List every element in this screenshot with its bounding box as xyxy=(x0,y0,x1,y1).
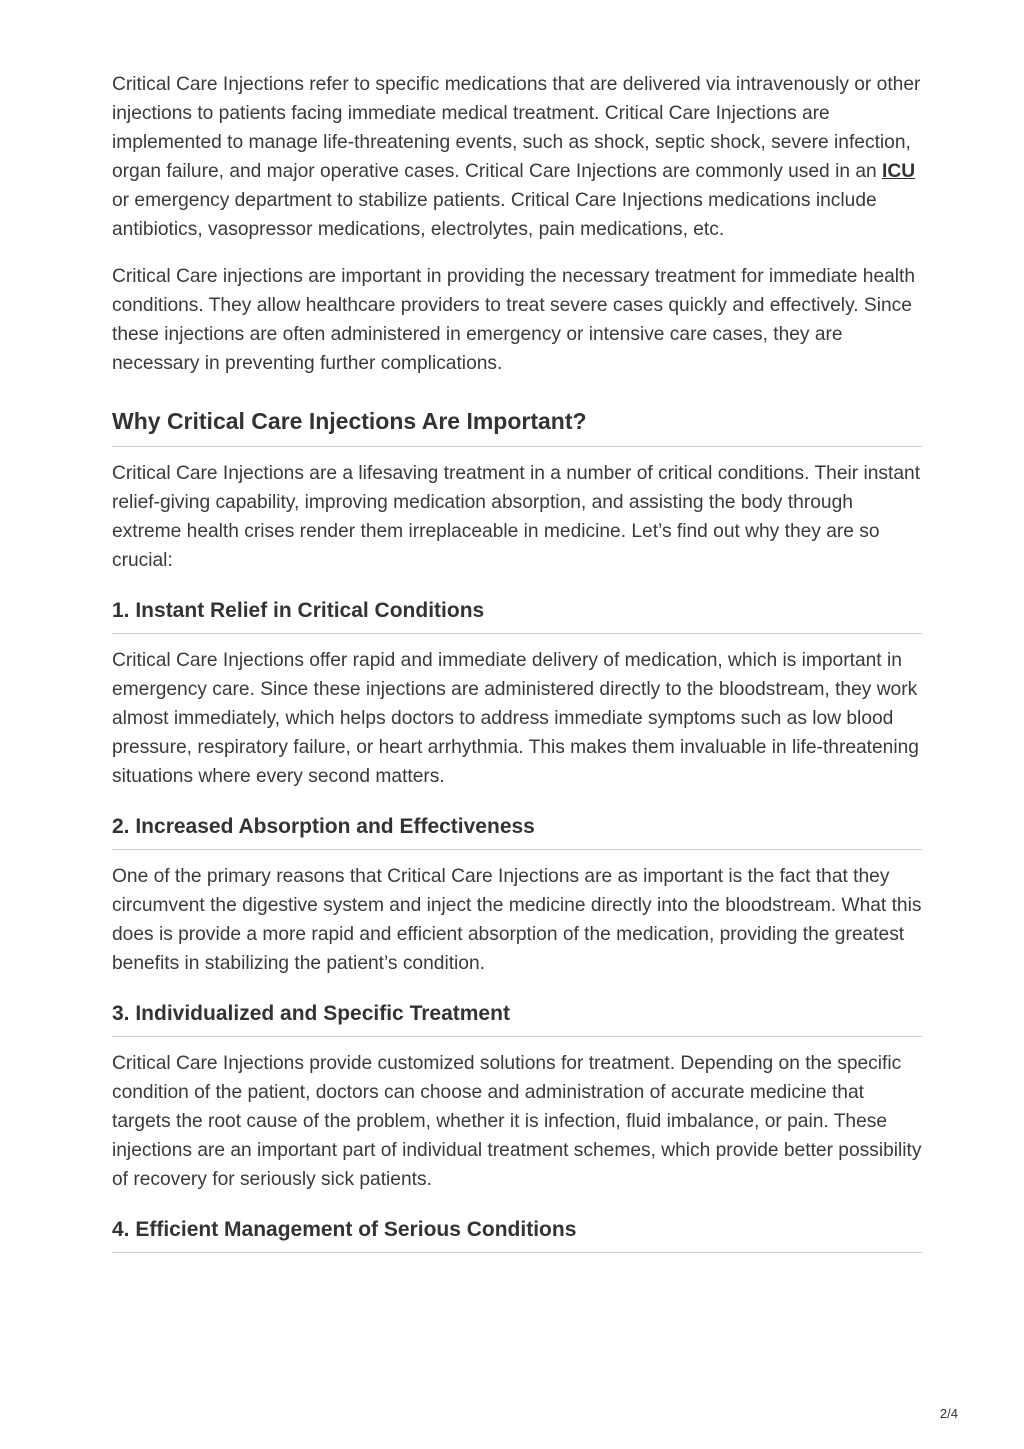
intro-paragraph-2: Critical Care injections are important in providing the necessary treatment for immediate health conditions. They allow healthcare providers to treat severe cases quickly and effectively. Since these injections are often administered in emergency or intensive care cases, they are necessary in preventing further complications. xyxy=(112,266,916,374)
section-heading-1: 1. Instant Relief in Critical Conditions xyxy=(112,597,922,634)
section-heading-4: 4. Efficient Management of Serious Conditions xyxy=(112,1216,922,1253)
intro-text-before-link: Critical Care Injections refer to specific medications that are delivered via intravenously or other injections to patients facing immediate medical treatment. Critical Care Injections are implemented to manage life-threatening events, such as shock, septic shock, severe infection, organ failure, and major operative cases. Critical Care Injections are commonly used in an xyxy=(112,74,921,182)
intro-text-after-link: or emergency department to stabilize patients. Critical Care Injections medications include antibiotics, vasopressor medications, electrolytes, pain medications, etc. xyxy=(112,190,877,240)
section-paragraph-2: One of the primary reasons that Critical Care Injections are as important is the fact that they circumvent the digestive system and inject the medicine directly into the bloodstream. What this does is provide a more rapid and efficient absorption of the medication, providing the greatest benefits in stabilizing the patient’s condition. xyxy=(112,866,922,974)
article-content xyxy=(112,70,922,1265)
intro-paragraph-1 xyxy=(112,70,922,244)
icu-link[interactable]: ICU xyxy=(882,161,916,182)
page-number: 2/4 xyxy=(939,1406,958,1421)
why-paragraph: Critical Care Injections are a lifesaving treatment in a number of critical conditions. Their instant relief-giving capability, improving medication absorption, and assisting the body through extreme health crises render them irreplaceable in medicine. Let’s find out why they are so crucial: xyxy=(112,463,921,571)
section-paragraph-1: Critical Care Injections offer rapid and immediate delivery of medication, which is important in emergency care. Since these injections are administered directly to the bloodstream, they work almost immediately, which helps doctors to address immediate symptoms such as low blood pressure, respiratory failure, or heart arrhythmia. This makes them invaluable in life-threatening situations where every second matters. xyxy=(112,650,919,787)
section-heading-2: 2. Increased Absorption and Effectiveness xyxy=(112,813,922,850)
section-heading-3: 3. Individualized and Specific Treatment xyxy=(112,1000,922,1037)
why-heading: Why Critical Care Injections Are Important? xyxy=(112,406,922,447)
section-paragraph-3: Critical Care Injections provide customized solutions for treatment. Depending on the specific condition of the patient, doctors can choose and administration of accurate medicine that targets the root cause of the problem, whether it is infection, fluid imbalance, or pain. These injections are an important part of individual treatment schemes, which provide better possibility of recovery for seriously sick patients. xyxy=(112,1053,922,1190)
